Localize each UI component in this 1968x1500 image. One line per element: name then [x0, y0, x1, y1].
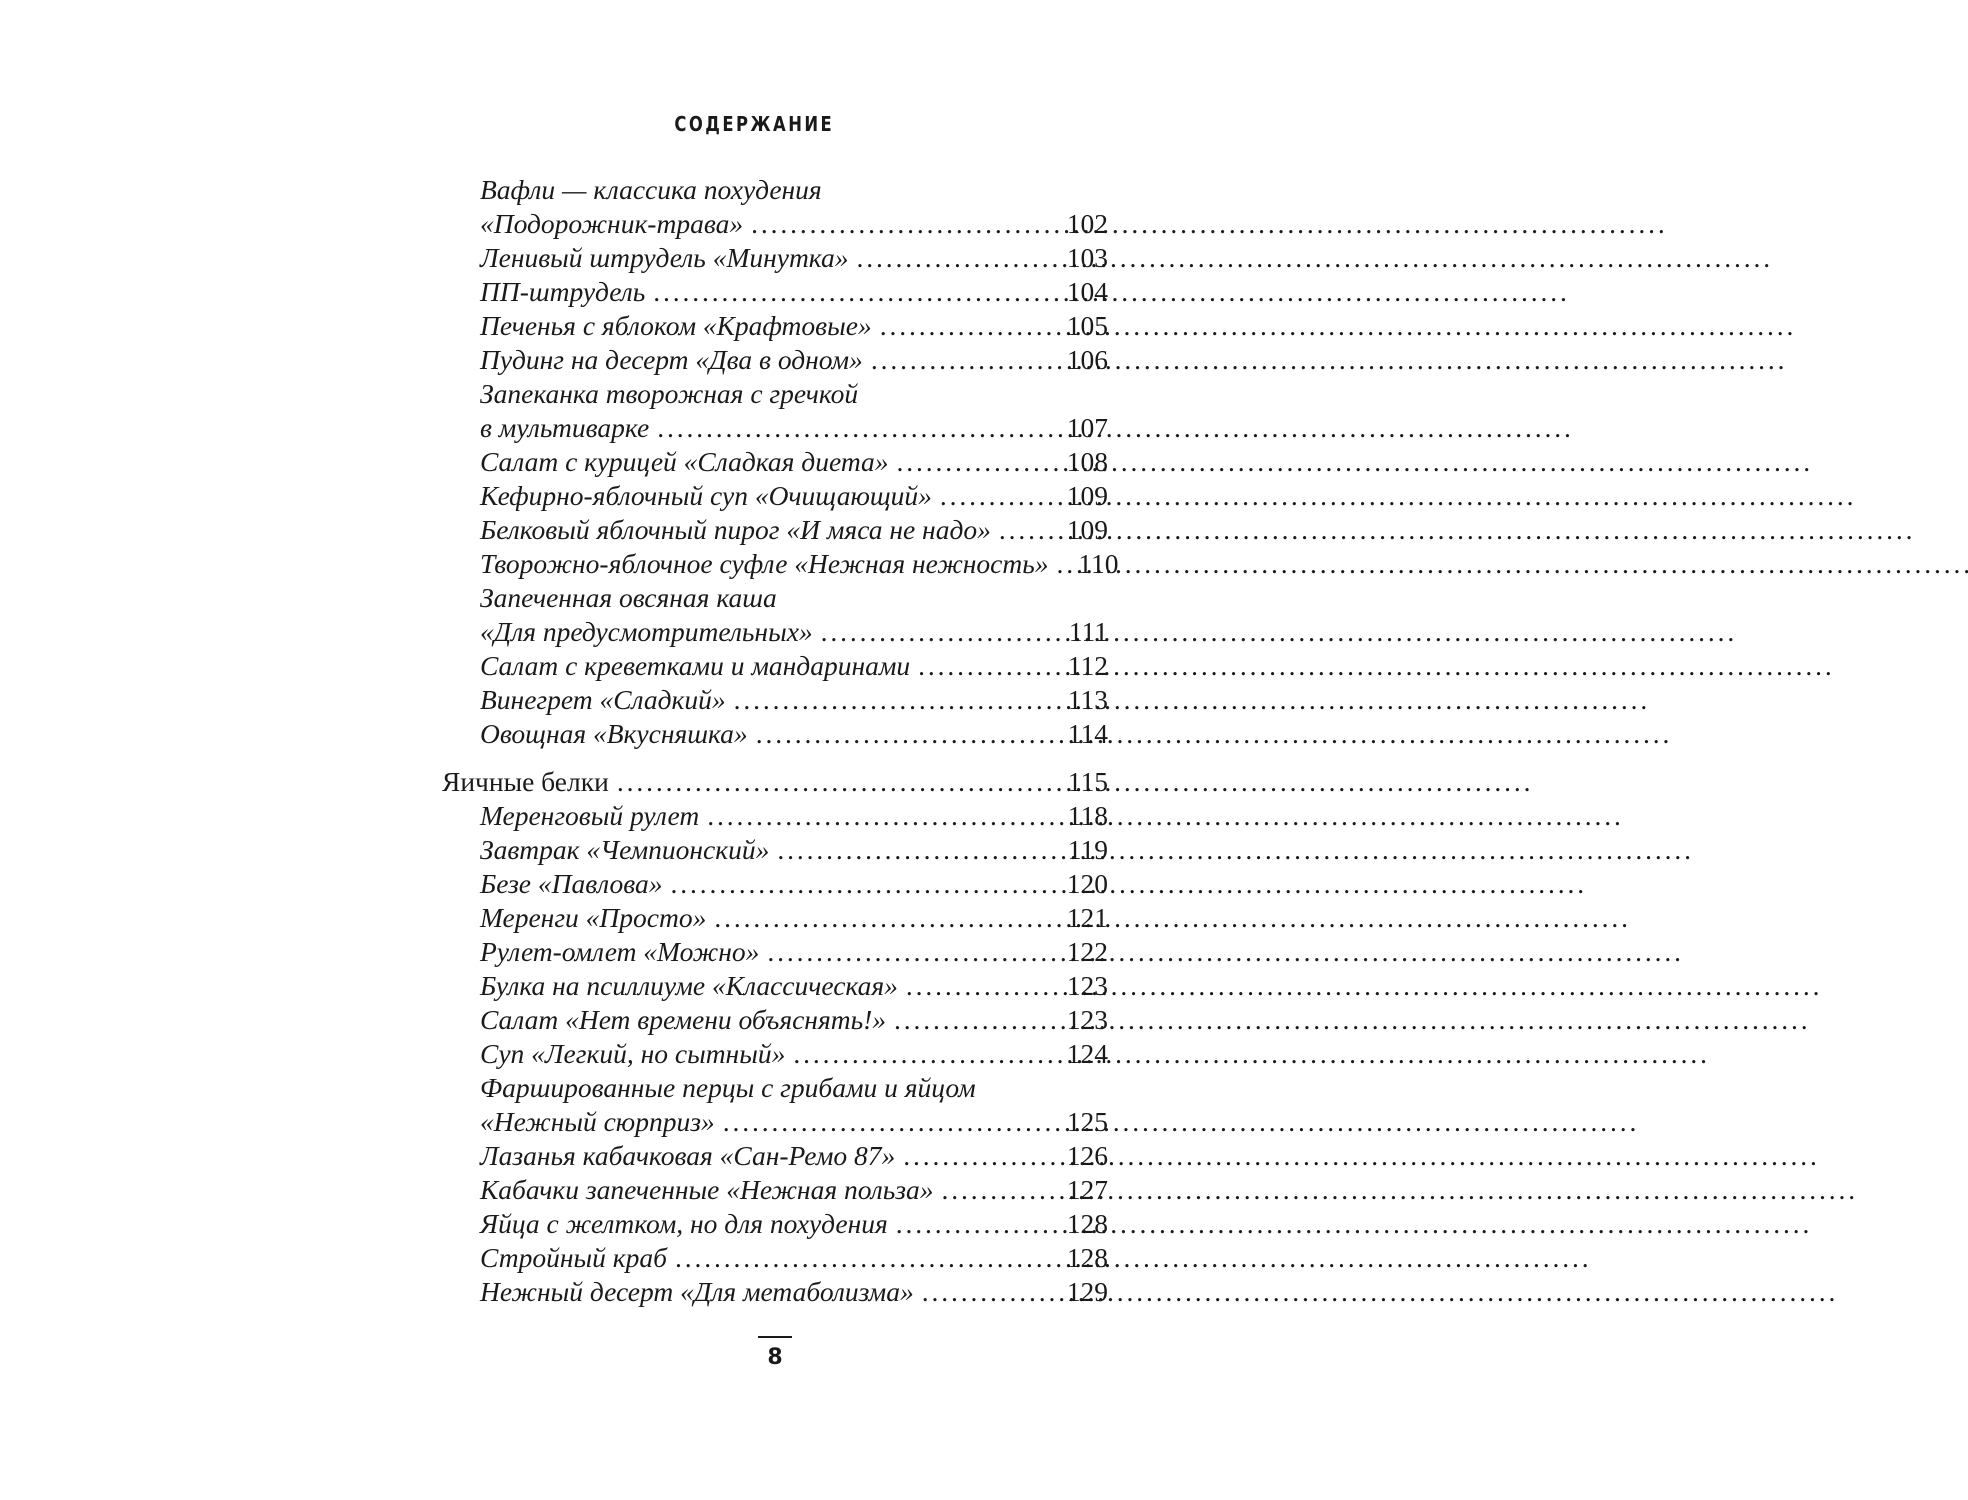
toc-dot-leader — [759, 935, 1052, 969]
toc-entry-title: Ленивый штрудель «Минутка» — [480, 242, 849, 273]
toc-page-number: 110 — [1078, 548, 1119, 579]
toc-page-number: 121 — [1066, 902, 1108, 933]
toc-entry — [442, 275, 1108, 309]
toc-entry-title: в мультиварке — [480, 412, 650, 443]
toc-entry-title: Суп «Легкий, но сытный» — [480, 1038, 786, 1069]
toc-entry — [442, 1207, 1108, 1241]
toc-entry-title: Меренговый рулет — [480, 800, 700, 831]
toc-entry-title: Салат с креветками и мандаринами — [480, 650, 911, 681]
toc-dot-leader — [888, 1207, 1052, 1241]
toc-entry-title: «Для предусмотрительных» — [480, 616, 813, 647]
toc-dot-leader — [910, 649, 1052, 683]
toc-entry — [442, 1173, 1108, 1207]
toc-dot-leader — [715, 1105, 1052, 1139]
toc-entry-title: Яйца с желтком, но для похудения — [480, 1208, 888, 1239]
toc-page-number: 111 — [1068, 616, 1108, 647]
page-header: СОДЕРЖАНИЕ — [674, 112, 835, 136]
toc-dot-leader — [932, 479, 1052, 513]
toc-entry-title: Яичные белки — [442, 766, 609, 797]
toc-dot-leader — [743, 207, 1052, 241]
toc-dot-leader — [991, 513, 1052, 547]
toc-dot-leader — [726, 683, 1052, 717]
toc-entry-title: «Нежный сюрприз» — [480, 1106, 715, 1137]
toc-dot-leader — [748, 717, 1052, 751]
toc-page-number: 118 — [1067, 800, 1108, 831]
toc-entry — [442, 173, 1108, 207]
toc-entry — [442, 1071, 1108, 1105]
toc-entry-title: Стройный краб — [480, 1242, 667, 1273]
table-of-contents — [442, 173, 1119, 1309]
toc-dot-leader — [785, 1037, 1052, 1071]
toc-page-number: 109 — [1066, 514, 1108, 545]
toc-entry — [442, 901, 1108, 935]
toc-entry-title: Кабачки запеченные «Нежная польза» — [480, 1174, 934, 1205]
toc-page-number: 114 — [1067, 718, 1108, 749]
toc-dot-leader — [898, 969, 1052, 1003]
toc-entry — [442, 683, 1108, 717]
toc-entry — [442, 1003, 1108, 1037]
toc-dot-leader — [663, 867, 1053, 901]
toc-page-number: 127 — [1066, 1174, 1108, 1205]
toc-entry-title: Печенья с яблоком «Крафтовые» — [480, 310, 872, 341]
toc-entry — [442, 799, 1108, 833]
toc-dot-leader — [609, 765, 1052, 799]
toc-entry — [442, 615, 1108, 649]
toc-dot-leader — [699, 799, 1052, 833]
toc-dot-leader — [863, 343, 1052, 377]
toc-entry-title: «Подорожник-трава» — [480, 208, 744, 239]
toc-dot-leader — [895, 1139, 1052, 1173]
toc-entry — [442, 241, 1108, 275]
footer-rule — [758, 1336, 792, 1338]
toc-page-number: 105 — [1066, 310, 1108, 341]
toc-dot-leader — [813, 615, 1052, 649]
toc-entry-title: Рулет-омлет «Можно» — [480, 936, 760, 967]
toc-entry — [442, 1241, 1108, 1275]
toc-page-number: 109 — [1066, 480, 1108, 511]
toc-page-number: 102 — [1066, 208, 1108, 239]
toc-dot-leader — [848, 241, 1052, 275]
toc-entry-title: ПП-штрудель — [480, 276, 646, 307]
toc-entry — [442, 969, 1108, 1003]
toc-page-number: 123 — [1066, 970, 1108, 1001]
toc-page-number: 120 — [1066, 868, 1108, 899]
toc-entry-title: Овощная «Вкусняшка» — [480, 718, 748, 749]
toc-dot-leader — [914, 1275, 1052, 1309]
toc-page-number: 122 — [1066, 936, 1108, 967]
toc-dot-leader — [934, 1173, 1052, 1207]
toc-page-number: 106 — [1066, 344, 1108, 375]
toc-page-number: 128 — [1066, 1242, 1108, 1273]
toc-entry — [442, 547, 1119, 581]
toc-page-number: 103 — [1066, 242, 1108, 273]
toc-entry-title: Пудинг на десерт «Два в одном» — [480, 344, 863, 375]
toc-entry — [442, 1105, 1108, 1139]
toc-page-number: 129 — [1066, 1276, 1108, 1307]
toc-entry-title: Запеканка творожная с гречкой — [480, 378, 859, 409]
toc-entry-title: Завтрак «Чемпионский» — [480, 834, 770, 865]
toc-entry — [442, 513, 1108, 547]
toc-entry-title: Меренги «Просто» — [480, 902, 707, 933]
toc-dot-leader — [1049, 547, 1063, 581]
toc-page-number: 119 — [1067, 834, 1108, 865]
toc-entry-title: Безе «Павлова» — [480, 868, 663, 899]
toc-section-entry — [442, 765, 1108, 799]
toc-entry-title: Вафли — классика похудения — [480, 174, 822, 205]
toc-entry — [442, 833, 1108, 867]
toc-page-number: 107 — [1066, 412, 1108, 443]
toc-entry-title: Творожно-яблочное суфле «Нежная нежность» — [480, 548, 1049, 579]
toc-entry — [442, 581, 1108, 615]
toc-dot-leader — [645, 275, 1052, 309]
toc-dot-leader — [889, 445, 1052, 479]
toc-entry — [442, 411, 1108, 445]
toc-entry-title: Кефирно-яблочный суп «Очищающий» — [480, 480, 932, 511]
toc-entry — [442, 935, 1108, 969]
toc-entry — [442, 377, 1108, 411]
toc-dot-leader — [667, 1241, 1052, 1275]
toc-entry-title: Фаршированные перцы с грибами и яйцом — [480, 1072, 976, 1103]
toc-dot-leader — [706, 901, 1052, 935]
toc-dot-leader — [649, 411, 1052, 445]
toc-entry-title: Булка на псиллиуме «Классическая» — [480, 970, 898, 1001]
toc-page-number: 112 — [1067, 650, 1108, 681]
toc-entry — [442, 867, 1108, 901]
toc-dot-leader — [886, 1003, 1052, 1037]
toc-entry — [442, 445, 1108, 479]
toc-dot-leader — [769, 833, 1052, 867]
toc-page-number: 115 — [1067, 766, 1108, 797]
toc-entry-title: Винегрет «Сладкий» — [480, 684, 726, 715]
toc-dot-leader — [872, 309, 1052, 343]
toc-page-number: 123 — [1066, 1004, 1108, 1035]
toc-entry-title: Салат с курицей «Сладкая диета» — [480, 446, 889, 477]
toc-page-number: 125 — [1066, 1106, 1108, 1137]
toc-entry — [442, 1275, 1108, 1309]
toc-entry-title: Лазанья кабачковая «Сан-Ремо 87» — [480, 1140, 896, 1171]
toc-entry — [442, 479, 1108, 513]
toc-entry-title: Нежный десерт «Для метаболизма» — [480, 1276, 914, 1307]
toc-page-number: 128 — [1066, 1208, 1108, 1239]
toc-entry — [442, 1139, 1108, 1173]
toc-entry — [442, 649, 1108, 683]
toc-entry-title: Салат «Нет времени объяснять!» — [480, 1004, 887, 1035]
toc-page-number: 108 — [1066, 446, 1108, 477]
toc-page-number: 104 — [1066, 276, 1108, 307]
toc-entry-title: Белковый яблочный пирог «И мяса не надо» — [480, 514, 991, 545]
toc-page-number: 126 — [1066, 1140, 1108, 1171]
toc-entry — [442, 1037, 1108, 1071]
toc-entry-title: Запеченная овсяная каша — [480, 582, 777, 613]
toc-page-number: 113 — [1067, 684, 1108, 715]
page-number: 8 — [767, 1345, 783, 1370]
toc-entry — [442, 717, 1108, 751]
toc-page-number: 124 — [1066, 1038, 1108, 1069]
toc-entry — [442, 207, 1108, 241]
toc-entry — [442, 309, 1108, 343]
toc-entry — [442, 343, 1108, 377]
